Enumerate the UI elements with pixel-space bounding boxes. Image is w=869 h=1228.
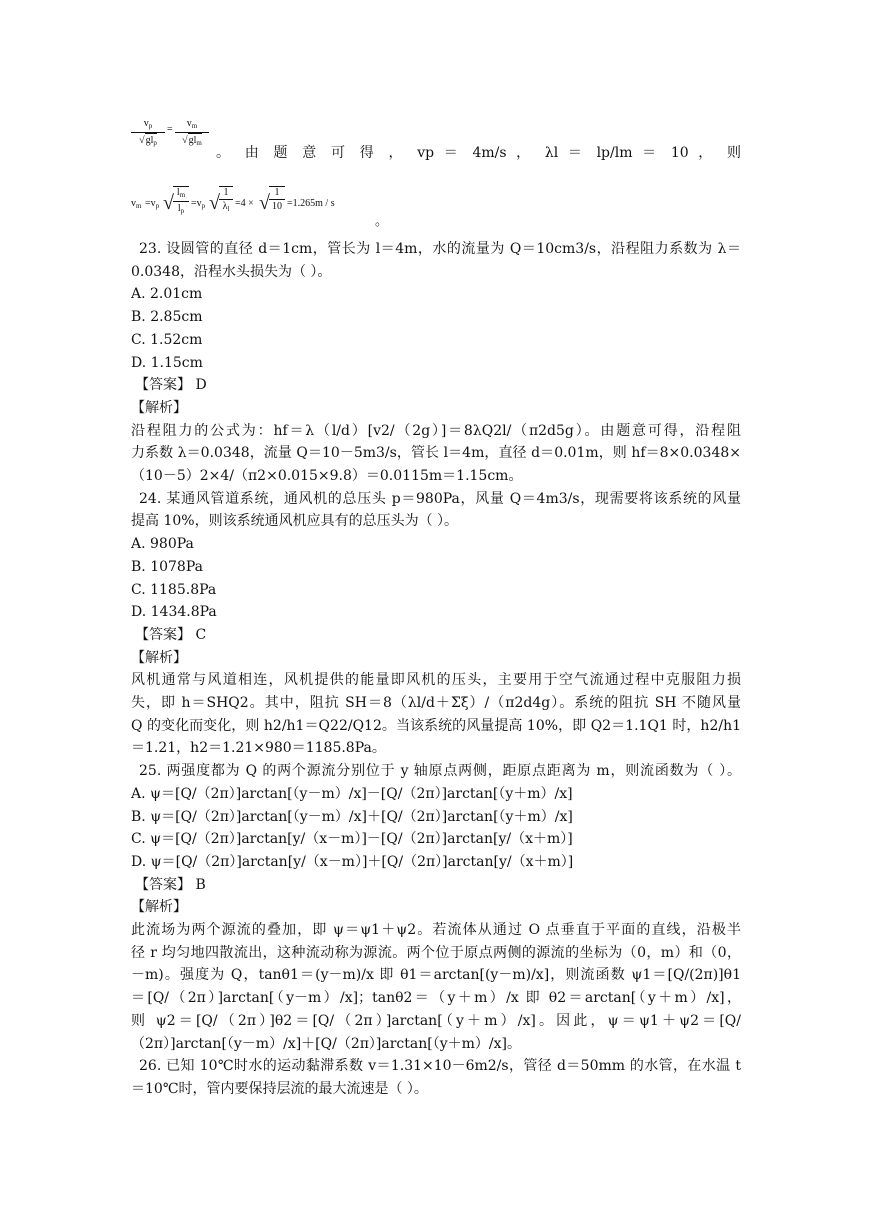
text-line: ＝[Q/（2π）]arctan[（y－m）/x]；tanθ2＝（y＋m）/x 即 θ2＝arctan[（y＋m）/x]， — [131, 990, 741, 1007]
text-line: 沿程阻力的公式为：hf＝λ（l/d）[v2/（2g）]＝8λQ2l/（π2d5g）。由题意可得，沿程阻 — [131, 422, 741, 439]
text-line: C. 1185.8Pa — [131, 581, 217, 598]
text-line: 【解析】 — [131, 399, 187, 416]
f1-left-num: v — [143, 118, 149, 129]
f1-left-den: gl — [145, 135, 154, 146]
text-line: D. 1434.8Pa — [131, 604, 217, 621]
f1-equals: = — [167, 124, 173, 135]
f2-frac2-num: 1 — [219, 187, 233, 200]
text-line: 失，即 h＝SHQ2。其中，阻抗 SH＝8（λl/d＋Σξ）/（π2d4g）。系统的阻抗 SH 不随风量 — [131, 695, 741, 711]
f2-eq1-sub: p — [155, 202, 160, 210]
text-line: （10－5）2×4/（π2×0.015×9.8）＝0.0115m＝1.15cm。 — [131, 468, 523, 484]
text-line: ＝10℃时，管内要保持层流的最大流速是（ ）。 — [131, 1080, 428, 1097]
f2-eq3: =4 × — [235, 198, 254, 209]
f2-eq2-sub: p — [201, 202, 206, 210]
f1-right-den-sub: m — [196, 139, 202, 147]
f2-frac1-num-sub: m — [179, 191, 186, 199]
text-line: C. ψ＝[Q/（2π）]arctan[y/（x－m）]－[Q/（2π）]arctan[y/（x＋m）] — [131, 831, 573, 848]
text-line: C. 1.52cm — [131, 331, 203, 348]
f2-frac3-num: 1 — [269, 187, 285, 200]
f2-result: =1.265m / s — [287, 198, 335, 209]
text-line: D. 1.15cm — [131, 354, 203, 371]
text-line: 26. 已知 10℃时水的运动黏滞系数 v＝1.31×10－6m2/s，管径 d＝50mm 的水管，在水温 t — [139, 1058, 741, 1075]
text-line: －m)。强度为 Q，tanθ1＝(y－m)/x 即 θ1＝arctan[(y－m)/x]，则流函数 ψ1＝[Q/(2π)]θ1 — [131, 967, 741, 984]
text-line: B. ψ＝[Q/（2π）]arctan[（y－m）/x]＋[Q/（2π）]arctan[（y＋m）/x] — [131, 808, 573, 825]
f2-vm: v — [131, 198, 136, 209]
f2-frac2-den: λ — [222, 201, 228, 212]
f2-eq1: =v — [145, 198, 156, 209]
text-line: ＝1.21，h2＝1.21×980＝1185.8Pa。 — [131, 740, 386, 757]
text-line: A. 2.01cm — [131, 286, 203, 303]
f2-eq2: =v — [191, 198, 202, 209]
text-line: A. 980Pa — [131, 536, 194, 553]
text-line: 径 r 均匀地四散流出，这种流动称为源流。两个位于原点两侧的源流的坐标为（0，m）和（0， — [131, 944, 741, 961]
text-line: Q 的变化而变化，则 h2/h1＝Q22/Q12。当该系统的风量提高 10%，即 Q2＝1.1Q1 时，h2/h1 — [131, 717, 741, 734]
text-line: 则 ψ2＝[Q/（2π）]θ2＝[Q/（2π）]arctan[（y＋m）/x]。因此，ψ＝ψ1＋ψ2＝[Q/ — [131, 1012, 741, 1029]
f2-frac2-den-sub: l — [227, 205, 230, 213]
f2-frac1-den-sub: p — [180, 207, 185, 215]
f2-frac3-den: 10 — [272, 201, 282, 212]
text-line: 【解析】 — [131, 649, 187, 666]
f2-end: 。 — [375, 213, 389, 228]
text-line: A. ψ＝[Q/（2π）]arctan[（y－m）/x]－[Q/（2π）]arctan[（y＋m）/x] — [131, 785, 573, 802]
text-line: 【答案】 B — [135, 876, 206, 893]
f1-right-num: v — [186, 118, 192, 129]
text-line: D. ψ＝[Q/（2π）]arctan[y/（x－m）]＋[Q/（2π）]arctan[y/（x＋m）] — [131, 853, 574, 870]
text-line: 提高 10%，则该系统通风机应具有的总压头为（ ）。 — [131, 513, 459, 530]
text-line: 此流场为两个源流的叠加，即 ψ＝ψ1＋ψ2。若流体从通过 O 点垂直于平面的直线，沿极半 — [131, 922, 741, 938]
f1-left-num-sub: p — [148, 122, 153, 130]
f1-left-den-sub: p — [153, 139, 157, 147]
text-line: （2π）]arctan[（y－m）/x]＋[Q/（2π）]arctan[（y＋m）/x]。 — [131, 1035, 521, 1052]
text-line: 力系数 λ＝0.0348，流量 Q＝10－5m3/s，管长 l＝4m，直径 d＝0.01m，则 hf＝8×0.0348× — [131, 445, 741, 462]
f2-frac1-den: l — [177, 203, 181, 214]
text-line: 【解析】 — [131, 899, 187, 916]
text-line: 23. 设圆管的直径 d＝1cm，管长为 l＝4m，水的流量为 Q＝10cm3/s，沿程阻力系数为 λ＝ — [139, 241, 741, 257]
froude-equation: $v_p$ $√gl_p$ = $v_m$ $√gl_m$ — [131, 118, 211, 162]
velocity-derivation: $v_m$ $=v_p$ √ $\frac{l_m}{l_p}$ $=v_p$ √ $\frac{1}{\lambda_l}$ =4 × √ $\frac{1}{10}$ =1.265m / s 。 — [131, 187, 389, 228]
f1-right-den: gl — [188, 135, 197, 146]
f1-right-num-sub: m — [191, 122, 198, 130]
text-line: 【答案】 C — [135, 626, 207, 643]
text-line: 风机通常与风道相连，风机提供的能量即风机的压头，主要用于空气流通过程中克服阻力损 — [131, 672, 741, 689]
text-line: B. 2.85cm — [131, 309, 203, 326]
text-line: 【答案】 D — [135, 377, 207, 394]
text-line: 0.0348，沿程水头损失为（ ）。 — [131, 263, 332, 280]
text-line: 24. 某通风管道系统，通风机的总压头 p＝980Pa，风量 Q＝4m3/s，现需要将该系统的风量 — [139, 490, 741, 507]
text-line: 25. 两强度都为 Q 的两个源流分别位于 y 轴原点两侧，距原点距离为 m，则流函数为（ ）。 — [139, 763, 741, 780]
text-line: B. 1078Pa — [131, 558, 203, 575]
f2-frac1-num: l — [176, 187, 180, 198]
formula-intro-text: 。 由 题 意 可 得 ， vp ＝ 4m/s ， λl ＝ lp/lm ＝ 10 ， 则 — [216, 145, 741, 161]
f2-vm-sub: m — [136, 202, 142, 210]
